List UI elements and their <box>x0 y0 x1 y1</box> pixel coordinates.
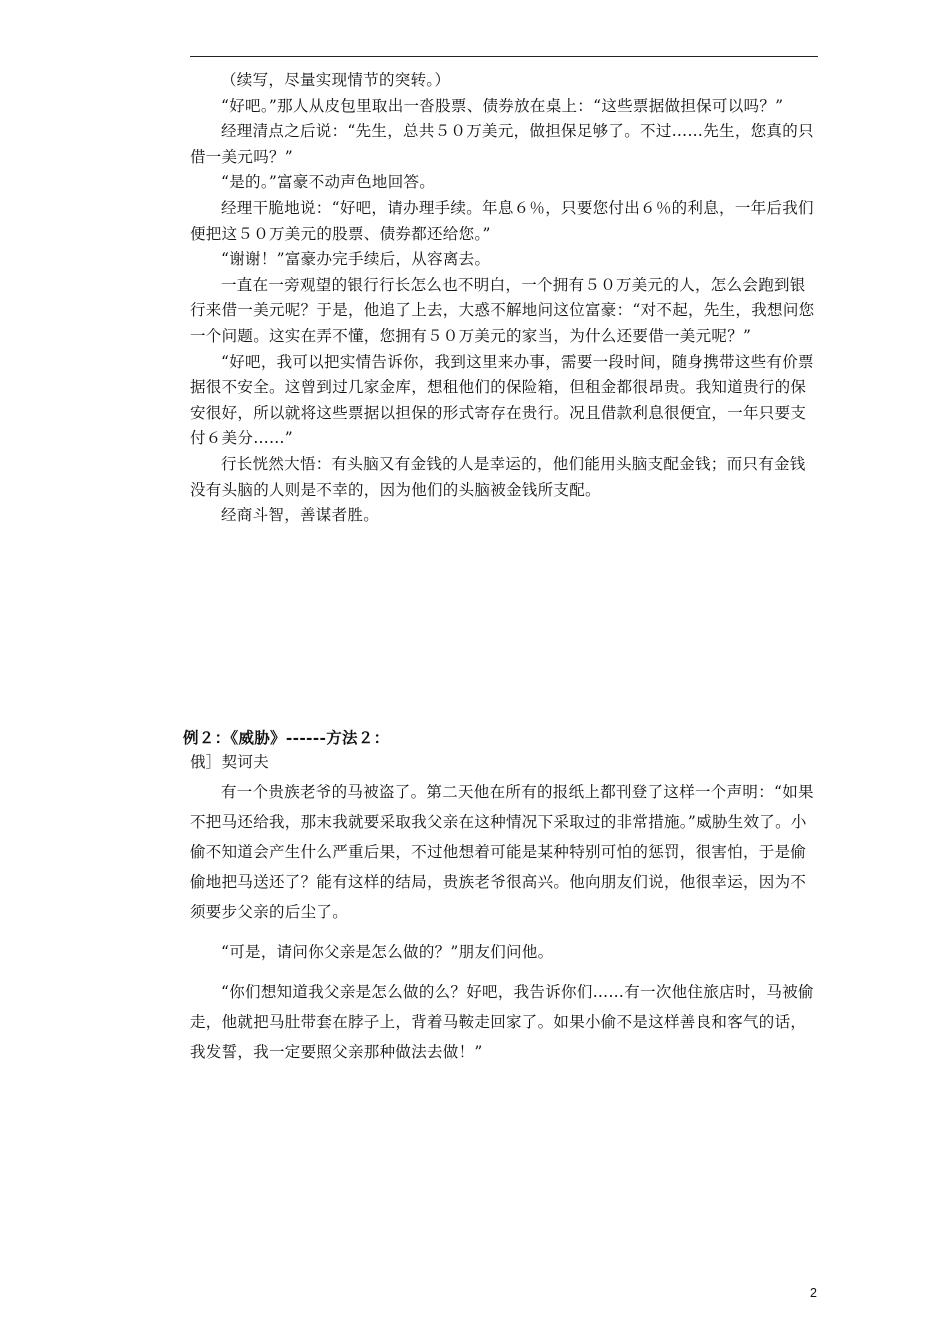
story-continuation <box>190 68 818 529</box>
paragraph: “谢谢！”富豪办完手续后，从容离去。 <box>221 250 491 269</box>
paragraph: 有一个贵族老爷的马被盗了。第二天他在所有的报纸上都刊登了这样一个声明：“如果不把马还给我，那末我就要采取我父亲在这种情况下采取过的非常措施。”威胁生效了。小偷不知道会产生什么严重后果，不过他想着可能是某种特别可怕的惩罚，很害怕，于是偷偷地把马送还了？能有这样的结局，贵族老爷很高兴。他向朋友们说，他很幸运，因为不须要步父亲的后尘了。 <box>190 783 814 921</box>
paragraph: 经商斗智，善谋者胜。 <box>221 506 380 525</box>
page-number: 2 <box>810 1286 817 1300</box>
paragraph: “可是，请问你父亲是怎么做的？”朋友们问他。 <box>221 943 554 961</box>
paragraph: 经理干脆地说：“好吧，请办理手续。年息６％，只要您付出６％的利息，一年后我们便把这５０万美元的股票、债券都还给您。” <box>190 198 814 243</box>
paragraph: “是的。”富豪不动声色地回答。 <box>221 173 436 192</box>
example-heading: 例２：《威胁》------方法２： <box>183 728 390 747</box>
author-line: 俄］契诃夫 <box>190 753 270 771</box>
paragraph: （续写，尽量实现情节的突转。） <box>221 71 451 89</box>
paragraph: 行长恍然大悟：有头脑又有金钱的人是幸运的，他们能用头脑支配金钱；而只有金钱没有头脑的人则是不幸的，因为他们的头脑被金钱所支配。 <box>190 454 806 499</box>
paragraph: “你们想知道我父亲是怎么做的么？好吧，我告诉你们……有一次他住旅店时，马被偷走，他就把马肚带套在脖子上，背着马鞍走回家了。如果小偷不是这样善良和客气的话，我发誓，我一定要照父亲那种做法去做！” <box>190 983 814 1061</box>
paragraph: 一直在一旁观望的银行行长怎么也不明白，一个拥有５０万美元的人，怎么会跑到银行来借一美元呢？于是，他追了上去，大惑不解地问这位富豪：“对不起，先生，我想问您一个问题。这实在弄不懂，您拥有５０万美元的家当，为什么还要借一美元呢？” <box>190 275 815 345</box>
header-rule <box>190 56 818 57</box>
paragraph: “好吧，我可以把实情告诉你，我到这里来办事，需要一段时间，随身携带这些有价票据很不安全。这曾到过几家金库，想租他们的保险箱，但租金都很昂贵。我知道贵行的保安很好，所以就将这些票据以担保的形式寄存在贵行。况且借款利息很便宜，一年只要支付６美分……” <box>190 352 814 448</box>
paragraph: 经理清点之后说：“先生，总共５０万美元，做担保足够了。不过……先生，您真的只借一美元吗？” <box>190 122 814 166</box>
story-threat <box>190 777 818 1067</box>
paragraph: “好吧。”那人从皮包里取出一沓股票、债券放在桌上：“这些票据做担保可以吗？” <box>221 96 784 115</box>
